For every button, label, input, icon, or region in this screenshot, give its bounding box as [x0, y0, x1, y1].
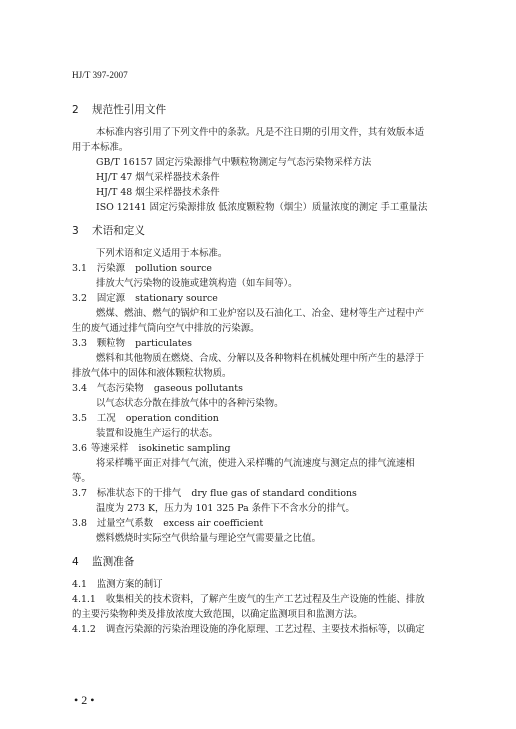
term-definition: 燃煤、燃油、燃气的锅炉和工业炉窑以及石油化工、冶金、建材等生产过程中产 [96, 308, 425, 319]
term-definition: 排放气体中的固体和液体颗粒状物质。 [72, 368, 232, 379]
term-number: 3.3 [72, 338, 87, 349]
section-number: 2 [72, 104, 79, 116]
term-definition: 以气态状态分散在排放气体中的各种污染物。 [96, 398, 284, 409]
term-heading [72, 293, 218, 305]
section-4-heading [72, 556, 134, 569]
clause-text: 调查污染源的污染治理设施的净化原理、工艺过程、主要技术指标等，以确定 [105, 624, 425, 635]
term-heading [72, 518, 263, 530]
clause-line [72, 624, 425, 636]
term-number: 3.5 [72, 413, 87, 424]
term-english: isokinetic sampling [138, 443, 231, 454]
term-english: excess air coefficient [163, 518, 264, 529]
term-definition: 排放大气污染物的设施或建筑构造（如车间等）。 [96, 278, 298, 289]
term-definition: 生的废气通过排气筒向空气中排放的污染源。 [72, 323, 260, 334]
paragraph-line: 下列术语和定义适用于本标准。 [96, 248, 228, 259]
term-number: 3.8 [72, 518, 87, 529]
term-heading [72, 443, 230, 455]
term-chinese: 过量空气系数 [96, 518, 154, 529]
reference-item: GB/T 16157 固定污染源排气中颗粒物测定与气态污染物采样方法 [96, 157, 372, 168]
term-chinese: 等速采样 [90, 443, 129, 454]
term-definition: 将采样嘴平面正对排气气流，使进入采样嘴的气流速度与测定点的排气流速相 [96, 458, 415, 469]
term-english: particulates [135, 338, 192, 349]
paragraph-line: 本标准内容引用了下列文件中的条款。凡是不注日期的引用文件，其有效版本适 [96, 127, 425, 138]
term-number: 3.7 [72, 488, 87, 499]
section-title: 规范性引用文件 [92, 104, 167, 116]
clause-heading [72, 579, 163, 591]
page-number: • 2 • [74, 693, 95, 707]
term-definition: 温度为 273 K，压力为 101 325 Pa 条件下不含水分的排气。 [96, 503, 355, 514]
term-english: gaseous pollutants [153, 383, 243, 394]
section-number: 3 [72, 225, 79, 237]
clause-number: 4.1.1 [72, 594, 96, 605]
term-chinese: 标准状态下的干排气 [96, 488, 182, 499]
clause-line: 的主要污染物种类及排放浓度大致范围，以确定监测项目和监测方法。 [72, 609, 363, 620]
section-3-heading [72, 225, 145, 238]
clause-text: 收集相关的技术资料，了解产生废气的生产工艺过程及生产设施的性能、排放 [105, 594, 425, 605]
term-english: stationary source [135, 293, 218, 304]
clause-title: 监测方案的制订 [96, 579, 163, 590]
section-title: 术语和定义 [92, 225, 145, 237]
term-heading [72, 488, 357, 500]
clause-number: 4.1.2 [72, 624, 96, 635]
section-number: 4 [72, 556, 79, 568]
clause-number: 4.1 [72, 579, 87, 590]
term-heading [72, 383, 243, 395]
term-chinese: 固定源 [96, 293, 126, 304]
term-chinese: 气态污染物 [96, 383, 144, 394]
term-definition: 装置和设施生产运行的状态。 [96, 428, 218, 439]
standard-code-header: HJ/T 397-2007 [72, 70, 128, 80]
term-heading [72, 413, 219, 425]
paragraph-line: 用于本标准。 [72, 142, 129, 153]
term-heading [72, 263, 212, 275]
term-number: 3.6 [72, 443, 87, 454]
clause-line [72, 594, 425, 606]
term-chinese: 污染源 [96, 263, 126, 274]
section-title: 监测准备 [92, 556, 135, 568]
term-english: pollution source [135, 263, 212, 274]
term-number: 3.1 [72, 263, 87, 274]
reference-item: HJ/T 48 烟尘采样器技术条件 [96, 187, 220, 198]
section-2-heading [72, 104, 166, 117]
term-english: dry flue gas of standard conditions [191, 488, 357, 499]
term-chinese: 颗粒物 [96, 338, 126, 349]
reference-item: HJ/T 47 烟气采样器技术条件 [96, 172, 220, 183]
term-english: operation condition [125, 413, 219, 424]
term-number: 3.4 [72, 383, 87, 394]
term-heading [72, 338, 192, 350]
term-chinese: 工况 [96, 413, 116, 424]
reference-item: ISO 12141 固定污染源排放 低浓度颗粒物（烟尘）质量浓度的测定 手工重量法 [96, 202, 428, 213]
term-number: 3.2 [72, 293, 87, 304]
term-definition: 燃料和其他物质在燃烧、合成、分解以及各种物料在机械处理中所产生的悬浮于 [96, 353, 425, 364]
term-definition: 燃料燃烧时实际空气供给量与理论空气需要量之比值。 [96, 533, 322, 544]
term-definition: 等。 [72, 473, 91, 484]
